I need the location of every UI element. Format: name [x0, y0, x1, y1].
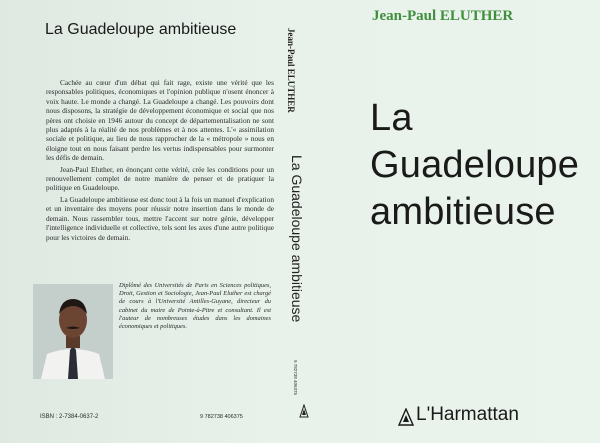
front-cover	[320, 0, 600, 443]
isbn-label: ISBN : 2-7384-0637-2	[40, 414, 99, 420]
front-title-line: La	[370, 97, 413, 139]
author-portrait-image	[33, 284, 113, 379]
back-cover	[0, 0, 273, 443]
spine-author: Jean-Paul ELUTHER	[286, 28, 296, 113]
back-cover-title: La Guadeloupe ambitieuse	[45, 21, 237, 38]
back-cover-code: 9 782738 406375	[200, 414, 243, 420]
front-title-line: Guadeloupe	[370, 144, 580, 186]
harmattan-logo-icon	[299, 404, 309, 418]
spine-code: 9 782738 406375	[293, 360, 298, 396]
author-portrait	[33, 284, 113, 379]
book-spine	[278, 0, 318, 443]
blurb-paragraph: La Guadeloupe ambitieuse est donc tout à la fois un manuel d'explication et un inventaire des moyens pour réussir notre insertion dans le monde de demain. Nous rassembler tous, mettre l'accent sur notre génie, développer l'intelligence individuelle et collective, tels sont les axes d'une autre politique pour les victoires de demain.	[46, 194, 274, 242]
front-title-line: ambitieuse	[370, 191, 556, 233]
spine-title: La Guadeloupe ambitieuse	[289, 155, 305, 323]
front-title	[370, 95, 579, 236]
front-author: Jean-Paul ELUTHER	[372, 8, 514, 24]
harmattan-logo-icon	[398, 408, 414, 426]
author-bio: Diplômé des Universités de Paris en Sciences politiques, Droit, Gestion et Sociologie, Jean-Paul Eluther est chargé de cours à l'Université Antilles-Guyane, directeur du cabinet du maire de Pointe-à-Pitre et consultant. Il est l'auteur de nombreuses études dans les domaines économiques et politiques.	[119, 282, 271, 331]
blurb-paragraph: Jean-Paul Eluther, en énonçant cette vérité, crée les conditions pour un renouvellement complet de notre manière de penser et de pratiquer la politique en Guadeloupe.	[46, 164, 274, 193]
back-cover-blurb	[46, 78, 274, 244]
blurb-paragraph: Cachée au cœur d'un débat qui fait rage, existe une vérité que les responsables politiques, économiques et l'opinion publique n'osent énoncer à voix haute. Le monde a changé. La Guadeloupe a changé. Les pouvoirs dont nous disposons, la stratégie de développement économique et social que nos pères ont choisie en 1946 autour du concept de départementalisation ne sont plus adaptés à la réalité de nos problèmes et à nos attentes. L'« assimilation sociale et politique, au lieu de nous rapprocher de la « métropole » nous en éloigne tout en nous faisant perdre les vertus indispensables pour surmonter les défis de demain.	[46, 78, 274, 163]
publisher-name: L'Harmattan	[416, 404, 519, 425]
